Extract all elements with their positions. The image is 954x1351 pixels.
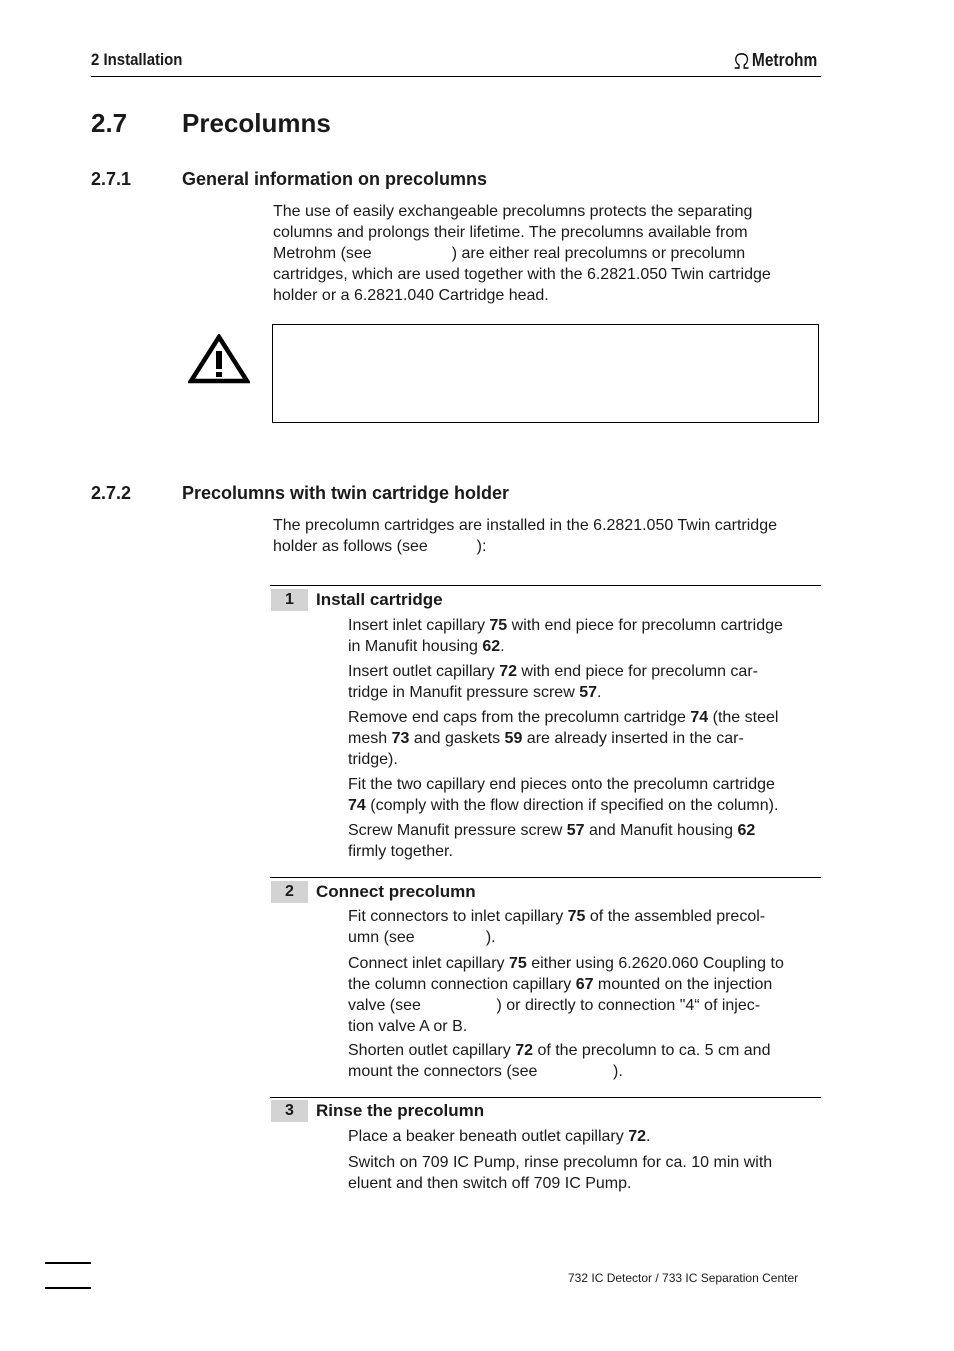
step-title: Rinse the precolumn — [316, 1101, 485, 1120]
item-line — [348, 1126, 820, 1147]
item-line — [348, 1173, 820, 1194]
item-text: mesh — [348, 730, 392, 747]
step-divider — [270, 585, 821, 586]
footer-rule-bottom — [45, 1287, 91, 1289]
item-line — [348, 615, 820, 636]
metrohm-logo — [733, 50, 817, 71]
warning-box — [272, 324, 819, 423]
section-title: Precolumns — [182, 108, 331, 138]
item-line — [348, 906, 820, 927]
item-text: Insert outlet capillary — [348, 663, 500, 680]
part-reference-number: 57 — [566, 822, 585, 839]
item-text: Switch on 709 IC Pump, rinse precolumn for ca. 10 min with — [348, 1154, 773, 1171]
item-text: are already inserted in the car- — [522, 730, 744, 747]
step-number: 2 — [271, 881, 308, 903]
item-text: Place a beaker beneath outlet capillary — [348, 1128, 629, 1145]
item-line — [348, 995, 820, 1016]
part-reference-number: 59 — [504, 730, 523, 747]
item-text: mounted on the injection — [593, 976, 773, 993]
part-reference-number: 75 — [567, 908, 586, 925]
paragraph-line: The precolumn cartridges are installed in the 6.2821.050 Twin cartridge — [273, 517, 777, 534]
twin-cartridge-intro — [273, 515, 818, 557]
part-reference-number: 72 — [515, 1042, 533, 1059]
item-line — [348, 974, 820, 995]
item-text: tridge in Manufit pressure screw — [348, 684, 580, 701]
step-item — [348, 615, 820, 657]
item-line — [348, 820, 820, 841]
item-text: Fit connectors to inlet capillary — [348, 908, 568, 925]
omega-logo-icon — [733, 52, 750, 70]
brand-name: Metrohm — [751, 50, 818, 70]
item-line — [348, 795, 820, 816]
step-item — [348, 1152, 820, 1194]
part-reference-number: 75 — [489, 617, 508, 634]
step-item — [348, 661, 820, 703]
step-number: 3 — [271, 1100, 308, 1122]
item-line — [348, 661, 820, 682]
item-text: eluent and then switch off 709 IC Pump. — [348, 1175, 632, 1192]
subsection-2-number: 2.7.2 — [91, 483, 132, 503]
item-line — [348, 682, 820, 703]
item-text: of the assembled precol- — [585, 908, 766, 925]
paragraph-line: Metrohm (see ) are either real precolumns or precolumn — [273, 245, 746, 262]
item-text: . — [597, 684, 602, 701]
general-info-paragraph — [273, 201, 818, 306]
item-text: with end piece for precolumn cartridge — [507, 617, 783, 634]
item-text: and Manufit housing — [584, 822, 738, 839]
item-text: tridge). — [348, 751, 398, 768]
part-reference-number: 67 — [575, 976, 594, 993]
item-text: tion valve A or B. — [348, 1018, 468, 1035]
item-line — [348, 636, 820, 657]
warning-triangle-icon — [188, 334, 250, 384]
item-text: either using 6.2620.060 Coupling to — [526, 955, 784, 972]
part-reference-number: 74 — [348, 797, 366, 814]
item-line — [348, 1040, 820, 1061]
step-item — [348, 774, 820, 816]
item-text: Screw Manufit pressure screw — [348, 822, 567, 839]
item-line — [348, 1152, 820, 1173]
item-text: . — [500, 638, 505, 655]
step-item — [348, 1126, 820, 1147]
step-divider — [270, 1097, 821, 1098]
item-text: mount the connectors (see ). — [348, 1063, 623, 1080]
step-item — [348, 707, 820, 770]
item-text: Fit the two capillary end pieces onto the precolumn cartridge — [348, 776, 775, 793]
subsection-1-title: General information on precolumns — [182, 169, 488, 189]
item-line — [348, 707, 820, 728]
item-text: . — [645, 1128, 651, 1145]
item-text: of the precolumn to ca. 5 cm and — [533, 1042, 771, 1059]
item-text: in Manufit housing — [348, 638, 483, 655]
item-line — [348, 953, 820, 974]
item-text: (comply with the flow direction if specified on the column). — [365, 797, 779, 814]
step-item — [348, 953, 820, 1037]
subsection-2-title: Precolumns with twin cartridge holder — [182, 483, 510, 503]
item-line — [348, 927, 820, 948]
step-title: Connect precolumn — [316, 882, 476, 901]
paragraph-line: The use of easily exchangeable precolumns protects the separating — [273, 203, 753, 220]
section-number: 2.7 — [91, 108, 128, 138]
header-rule — [91, 76, 821, 77]
item-line — [348, 1016, 820, 1037]
item-line — [348, 1061, 820, 1082]
item-text: umn (see ). — [348, 929, 496, 946]
running-header-section: 2 Installation — [91, 50, 183, 69]
paragraph-line: columns and prolongs their lifetime. The precolumns available from — [273, 224, 748, 241]
step-item — [348, 820, 820, 862]
item-line — [348, 774, 820, 795]
footer-rule-top — [45, 1262, 91, 1264]
item-text: (the steel — [708, 709, 779, 726]
item-line — [348, 749, 820, 770]
part-reference-number: 57 — [579, 684, 597, 701]
part-reference-number: 62 — [482, 638, 501, 655]
part-reference-number: 62 — [737, 822, 756, 839]
item-text: with end piece for precolumn car- — [516, 663, 758, 680]
item-text: firmly together. — [348, 843, 453, 860]
footer-product: 732 IC Detector / 733 IC Separation Center — [568, 1271, 799, 1285]
part-reference-number: 72 — [628, 1128, 646, 1145]
item-text: Connect inlet capillary — [348, 955, 509, 972]
item-text: Shorten outlet capillary — [348, 1042, 516, 1059]
paragraph-line: holder as follows (see ): — [273, 538, 487, 555]
step-number: 1 — [271, 589, 308, 611]
item-text: valve (see ) or directly to connection "4“ of injec- — [348, 997, 761, 1014]
step-divider — [270, 877, 821, 878]
step-item — [348, 906, 820, 948]
item-text: Remove end caps from the precolumn cartridge — [348, 709, 691, 726]
step-item — [348, 1040, 820, 1082]
paragraph-line: cartridges, which are used together with the 6.2821.050 Twin cartridge — [273, 266, 771, 283]
item-line — [348, 728, 820, 749]
paragraph-line: holder or a 6.2821.040 Cartridge head. — [273, 287, 549, 304]
part-reference-number: 74 — [690, 709, 709, 726]
item-text: and gaskets — [409, 730, 505, 747]
item-text: Insert inlet capillary — [348, 617, 490, 634]
item-line — [348, 841, 820, 862]
item-text: the column connection capillary — [348, 976, 576, 993]
subsection-1-number: 2.7.1 — [91, 169, 132, 189]
part-reference-number: 73 — [391, 730, 410, 747]
part-reference-number: 72 — [499, 663, 517, 680]
step-title: Install cartridge — [316, 590, 443, 609]
part-reference-number: 75 — [508, 955, 527, 972]
